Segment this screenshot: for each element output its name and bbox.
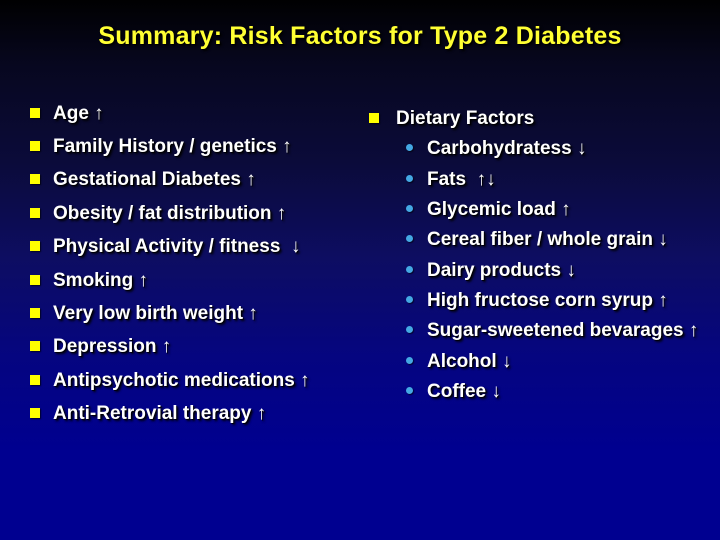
list-item (30, 398, 360, 431)
dietary-factor-text: Alcohol ↓ (427, 350, 512, 372)
dietary-factor-text: Carbohydratess ↓ (427, 138, 587, 160)
dietary-factor-text: Cereal fiber / whole grain ↓ (427, 229, 668, 251)
dietary-factor-text: Glycemic load ↑ (427, 199, 571, 221)
list-item (30, 97, 360, 130)
risk-factor-text: Very low birth weight ↑ (53, 303, 258, 325)
round-bullet-icon (406, 357, 413, 364)
risk-factor-text: Smoking ↑ (53, 269, 149, 291)
square-bullet-icon (30, 341, 40, 351)
risk-factor-text: Antipsychotic medications ↑ (53, 369, 310, 391)
square-bullet-icon (30, 108, 40, 118)
square-bullet-icon (30, 275, 40, 285)
square-bullet-icon (30, 241, 40, 251)
risk-factor-text: Anti-Retrovial therapy ↑ (53, 403, 267, 425)
dietary-factor-text: High fructose corn syrup ↑ (427, 289, 668, 311)
dietary-factor-text: Sugar-sweetened bevarages ↑ (427, 320, 699, 342)
list-item (369, 377, 714, 407)
list-item (369, 134, 714, 164)
risk-factor-text: Family History / genetics ↑ (53, 136, 292, 158)
dietary-factors-header: Dietary Factors (396, 108, 535, 130)
risk-factor-text: Age ↑ (53, 102, 104, 124)
list-item (30, 231, 360, 264)
round-bullet-icon (406, 205, 413, 212)
list-item (30, 297, 360, 330)
square-bullet-icon (30, 408, 40, 418)
list-item (30, 197, 360, 230)
risk-factor-text: Gestational Diabetes ↑ (53, 169, 256, 191)
list-item (369, 255, 714, 285)
square-bullet-icon (30, 308, 40, 318)
round-bullet-icon (406, 387, 413, 394)
dietary-factor-text: Dairy products ↓ (427, 259, 576, 281)
round-bullet-icon (406, 326, 413, 333)
list-item (369, 346, 714, 376)
list-item (30, 130, 360, 163)
list-item (30, 264, 360, 297)
list-item (369, 195, 714, 225)
list-header (369, 104, 714, 134)
round-bullet-icon (406, 266, 413, 273)
round-bullet-icon (406, 175, 413, 182)
round-bullet-icon (406, 144, 413, 151)
dietary-factor-text: Coffee ↓ (427, 380, 501, 402)
square-bullet-icon (30, 375, 40, 385)
dietary-factor-text: Fats ↑↓ (427, 168, 496, 190)
slide-title: Summary: Risk Factors for Type 2 Diabetes (98, 22, 622, 50)
list-item (30, 164, 360, 197)
list-item (30, 364, 360, 397)
list-item (369, 286, 714, 316)
risk-factor-text: Obesity / fat distribution ↑ (53, 202, 287, 224)
risk-factors-list (30, 97, 360, 431)
list-item (369, 316, 714, 346)
risk-factor-text: Depression ↑ (53, 336, 172, 358)
round-bullet-icon (406, 296, 413, 303)
risk-factor-text: Physical Activity / fitness ↓ (53, 236, 301, 258)
square-bullet-icon (30, 208, 40, 218)
list-item (369, 165, 714, 195)
dietary-factors-list (369, 104, 714, 407)
square-bullet-icon (30, 141, 40, 151)
square-bullet-icon (30, 174, 40, 184)
square-bullet-icon (369, 113, 379, 123)
list-item (369, 225, 714, 255)
round-bullet-icon (406, 235, 413, 242)
list-item (30, 331, 360, 364)
